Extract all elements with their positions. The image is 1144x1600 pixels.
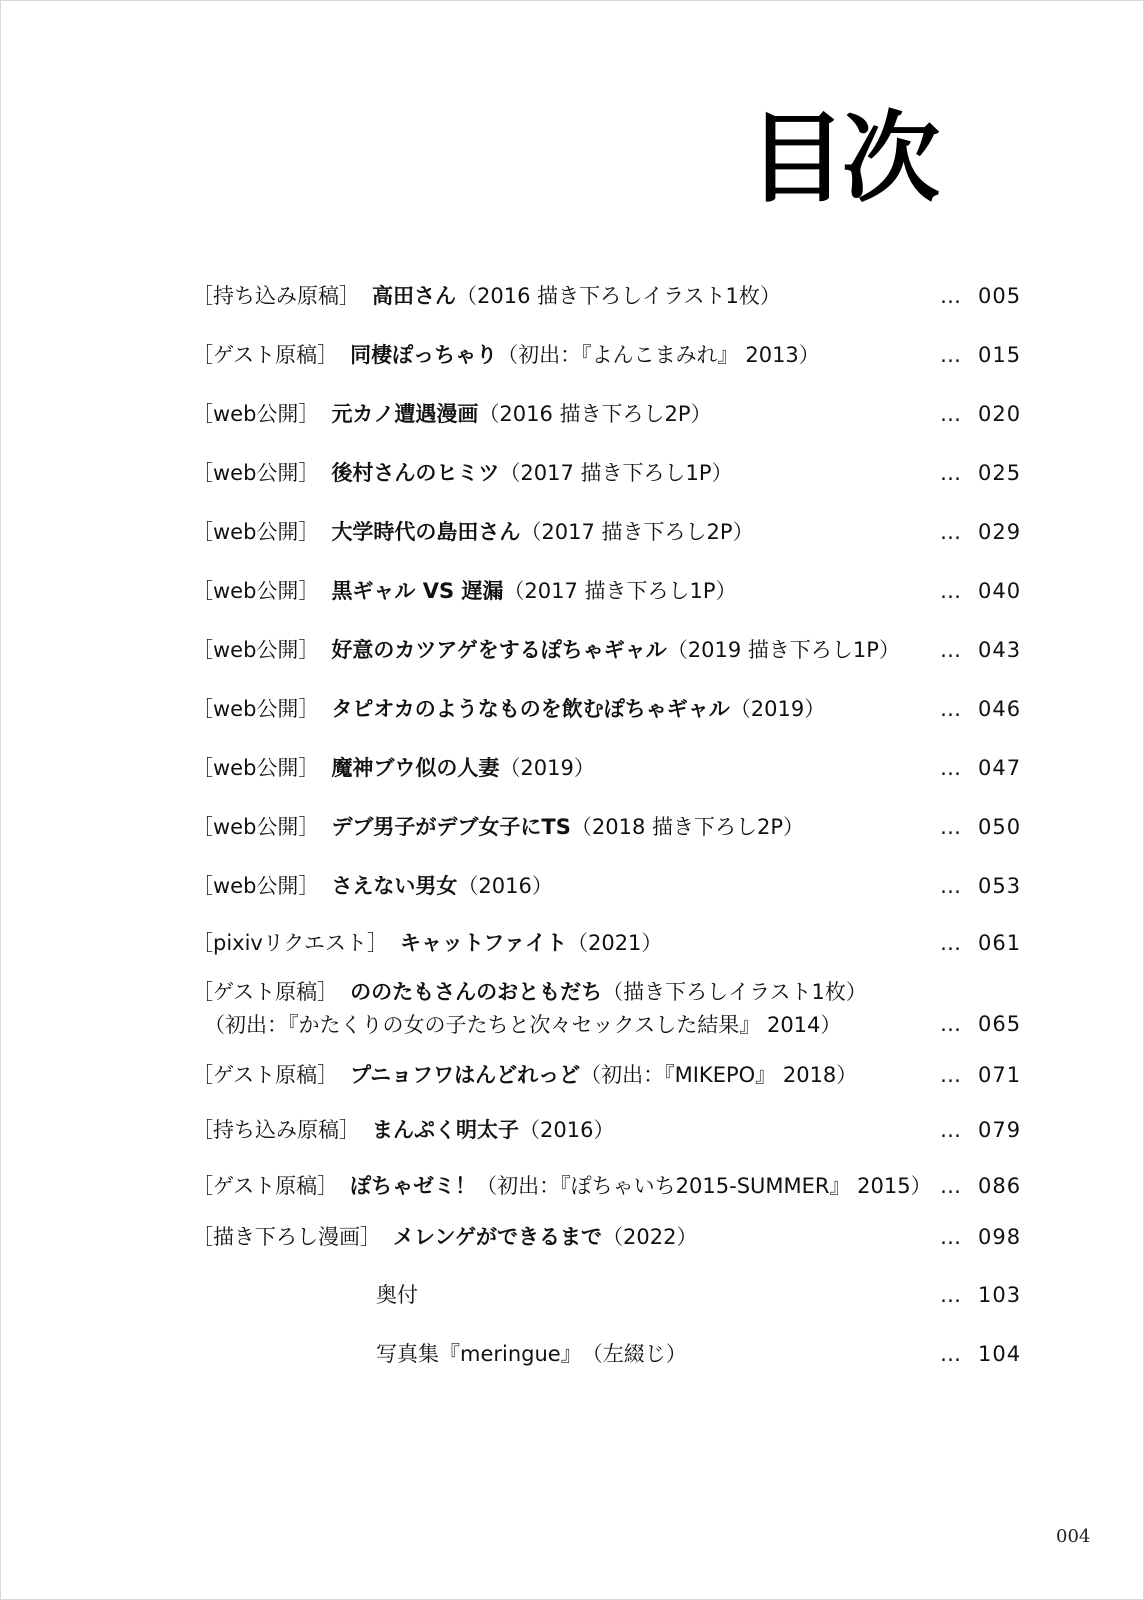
- toc-entry-title: 奥付: [376, 1283, 418, 1307]
- toc-entry-note: （初出：『MIKEPO』 2018）: [580, 1063, 858, 1087]
- toc-leader-dots: …: [940, 638, 961, 662]
- toc-page-number: 029: [978, 520, 1022, 544]
- toc-entry-category: ［web公開］: [192, 520, 320, 544]
- toc-entry: [192, 931, 1032, 956]
- toc-leader-dots: …: [940, 520, 961, 544]
- toc-entry-note: （左綴じ）: [581, 1342, 687, 1366]
- toc-page-number: 086: [978, 1174, 1022, 1198]
- toc-leader-dots: …: [940, 284, 961, 308]
- toc-entry: [192, 343, 1032, 368]
- toc-entry-title: 黒ギャル VS 遅漏: [331, 579, 504, 603]
- toc-entry-category: ［web公開］: [192, 756, 320, 780]
- toc-entry: [192, 874, 1032, 899]
- toc-entry-title: 魔神ブウ似の人妻: [331, 756, 500, 780]
- toc-entry-line: [192, 520, 1032, 545]
- toc-page-number: 043: [978, 638, 1022, 662]
- toc-entry-category: ［web公開］: [192, 402, 320, 426]
- toc-entry-title: 高田さん: [372, 284, 456, 308]
- toc-page-number: 020: [978, 402, 1022, 426]
- toc-entry-line: [192, 461, 1032, 486]
- toc-entry: [192, 1063, 1032, 1088]
- toc-page-number: 053: [978, 874, 1022, 898]
- toc-leader-dots: …: [940, 343, 961, 367]
- page-number: 004: [1056, 1526, 1091, 1547]
- toc-entry-note: （2018 描き下ろし2P）: [570, 815, 805, 839]
- toc-page-number: 040: [978, 579, 1022, 603]
- toc-entry-note: （2017 描き下ろし1P）: [499, 461, 733, 485]
- toc-entry-line: [192, 874, 1032, 899]
- toc-leader-dots: …: [940, 402, 961, 426]
- toc-leader-dots: …: [940, 1012, 961, 1036]
- toc-entry-category: ［持ち込み原稿］: [192, 284, 360, 308]
- toc-page-number: 104: [978, 1342, 1022, 1366]
- toc-page-number: 079: [978, 1118, 1022, 1142]
- toc-entry-category: ［pixivリクエスト］: [192, 931, 389, 955]
- toc-entry-title: 大学時代の島田さん: [331, 520, 521, 544]
- toc-entry-title: プニョフワはんどれっど: [350, 1063, 581, 1087]
- toc-entry-line: [192, 343, 1032, 368]
- toc-entry-title: ぽちゃゼミ！: [350, 1174, 477, 1198]
- toc-entry-line: [192, 931, 1032, 956]
- toc-entry-note: （2016）: [519, 1118, 615, 1142]
- toc-entry-title: メレンゲができるまで: [393, 1225, 603, 1249]
- toc-entry-note: （2016）: [457, 874, 553, 898]
- toc-entry-line: [192, 1174, 1032, 1199]
- toc-leader-dots: …: [940, 1283, 961, 1307]
- toc-entry-line: [192, 402, 1032, 427]
- toc-leader-dots: …: [940, 756, 961, 780]
- toc-leader-dots: …: [940, 874, 961, 898]
- toc-entry: [192, 980, 1032, 1038]
- toc-entry-category: ［web公開］: [192, 874, 320, 898]
- toc-entry-note: （2019）: [729, 697, 826, 721]
- toc-entry-category: ［web公開］: [192, 579, 320, 603]
- toc-leader-dots: …: [940, 931, 961, 955]
- toc-leader-dots: …: [940, 461, 961, 485]
- toc-entry-line: [192, 980, 1032, 1005]
- toc-leader-dots: …: [940, 1225, 961, 1249]
- toc-entry-line: [192, 697, 1032, 722]
- toc-entry-category: ［web公開］: [192, 638, 320, 662]
- toc-entry-note: （2017 描き下ろし1P）: [503, 579, 737, 603]
- toc-entry: [192, 697, 1032, 722]
- toc-entry-title: 好意のカツアゲをするぽちゃギャル: [331, 638, 667, 662]
- toc-entry-title: 写真集『meringue』: [376, 1342, 582, 1366]
- toc-entry: [192, 1118, 1032, 1143]
- toc-entry-note: （2022）: [602, 1225, 698, 1249]
- toc-page-number: 046: [978, 697, 1022, 721]
- toc-page-number: 050: [978, 815, 1022, 839]
- toc-entry-title: 同棲ぽっちゃり: [350, 343, 498, 367]
- toc-leader-dots: …: [940, 1063, 961, 1087]
- toc-entry-line: [192, 756, 1032, 781]
- toc-entry: [192, 402, 1032, 427]
- toc-entry-note: （初出：『よんこまみれ』 2013）: [497, 343, 820, 367]
- toc-page-number: 061: [978, 931, 1022, 955]
- toc-entry-category: ［web公開］: [192, 461, 320, 485]
- toc-entry-line: [192, 638, 1032, 663]
- toc-entry-line: [192, 1063, 1032, 1088]
- page-title: 目次: [748, 102, 937, 216]
- toc-entry-title: まんぷく明太子: [372, 1118, 519, 1142]
- toc-entry-title: タピオカのようなものを飲むぽちゃギャル: [331, 697, 730, 721]
- toc-entry-note: （2019）: [499, 756, 595, 780]
- toc-entry-category: ［web公開］: [192, 697, 320, 721]
- toc-entry: [192, 1225, 1032, 1250]
- toc-entry-category: ［web公開］: [192, 815, 320, 839]
- toc-page-number: 025: [978, 461, 1022, 485]
- toc-page-number: 015: [978, 343, 1022, 367]
- toc-entry-category: ［ゲスト原稿］: [192, 1063, 339, 1087]
- toc-entry-category: ［ゲスト原稿］: [192, 980, 339, 1004]
- toc-entry: [192, 815, 1032, 840]
- toc-leader-dots: …: [940, 1118, 961, 1142]
- toc-entry-note: （2021）: [566, 931, 663, 955]
- toc-entry-subnote: （初出：『かたくりの女の子たちと次々セックスした結果』 2014）: [204, 1013, 842, 1038]
- toc-entry-category: ［ゲスト原稿］: [192, 343, 339, 367]
- toc-entry-line: [192, 1225, 1032, 1250]
- toc-entry-category: ［持ち込み原稿］: [192, 1118, 360, 1142]
- toc-entry: [192, 638, 1032, 663]
- toc-entry: [192, 756, 1032, 781]
- toc-entry-note: （初出：『ぽちゃいち2015-SUMMER』 2015）: [476, 1174, 932, 1198]
- toc-entry-title: キャットファイト: [400, 931, 567, 955]
- toc-entry: [192, 461, 1032, 486]
- toc-leader-dots: …: [940, 1342, 961, 1366]
- toc-entry-note: （2017 描き下ろし2P）: [520, 520, 754, 544]
- toc-page-number: 047: [978, 756, 1022, 780]
- toc-entry: [192, 1174, 1032, 1199]
- toc-entry-title: 元カノ遭遇漫画: [331, 402, 479, 426]
- toc-entry-line: [192, 1118, 1032, 1143]
- toc-entry-note: （描き下ろしイラスト1枚）: [602, 980, 867, 1004]
- toc-entry-note: （2016 描き下ろし2P）: [478, 402, 712, 426]
- toc-leader-dots: …: [940, 579, 961, 603]
- toc-entry-line: [192, 284, 1032, 309]
- toc-entry-note: （2019 描き下ろし1P）: [666, 638, 900, 662]
- toc-entry: [192, 284, 1032, 309]
- toc-page-number: 065: [978, 1012, 1022, 1036]
- toc-leader-dots: …: [940, 697, 961, 721]
- toc-entry-note: （2016 描き下ろしイラスト1枚）: [456, 284, 781, 308]
- toc-page-number: 005: [978, 284, 1022, 308]
- toc-entry-title: さえない男女: [331, 874, 458, 898]
- toc-entry: [192, 579, 1032, 604]
- toc-entry-line: [192, 579, 1032, 604]
- toc-entry-category: ［描き下ろし漫画］: [192, 1225, 381, 1249]
- toc-entry: [192, 520, 1032, 545]
- toc-page-number: 103: [978, 1283, 1022, 1307]
- toc-page-number: 098: [978, 1225, 1022, 1249]
- toc-page-number: 071: [978, 1063, 1022, 1087]
- toc-entry-line: [192, 815, 1032, 840]
- toc-entry-title: 後村さんのヒミツ: [331, 461, 500, 485]
- toc-leader-dots: …: [940, 815, 961, 839]
- toc-entry-title: ののたもさんのおともだち: [350, 980, 603, 1004]
- toc-entry-category: ［ゲスト原稿］: [192, 1174, 339, 1198]
- toc-leader-dots: …: [940, 1174, 961, 1198]
- toc-entry-title: デブ男子がデブ女子にTS: [331, 815, 571, 839]
